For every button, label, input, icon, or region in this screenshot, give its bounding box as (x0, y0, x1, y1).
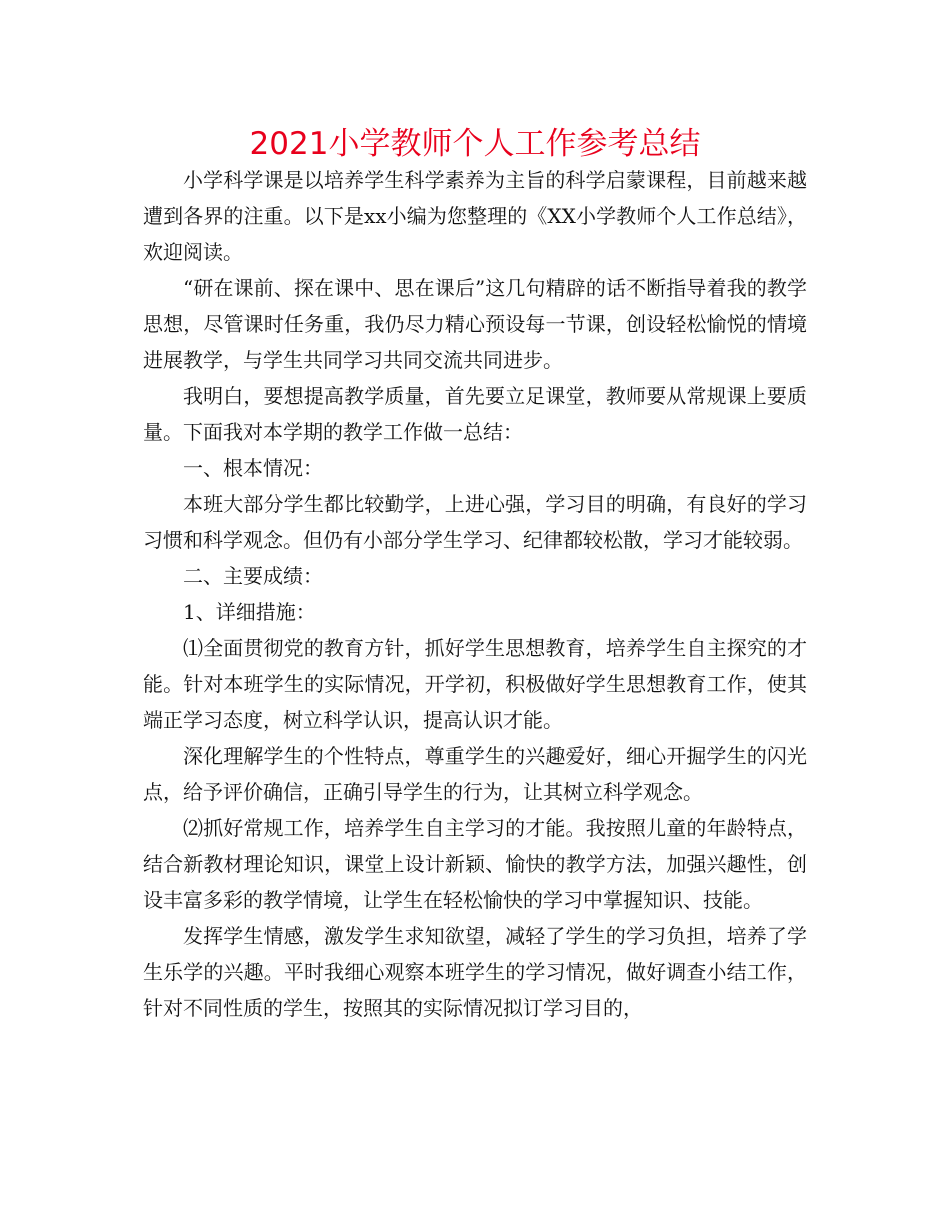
paragraph-measure-1: ⑴全面贯彻党的教育方针，抓好学生思想教育，培养学生自主探究的才能。针对本班学生的实际情况，开学初，积极做好学生思想教育工作，使其端正学习态度，树立科学认识，提高认识才能。 (143, 636, 807, 732)
document-body (143, 162, 807, 1026)
paragraph-measure-2: ⑵抓好常规工作，培养学生自主学习的才能。我按照儿童的年龄特点，结合新教材理论知识，课堂上设计新颖、愉快的教学方法，加强兴趣性，创设丰富多彩的教学情境，让学生在轻松愉快的学习中掌握知识、技能。 (143, 816, 807, 912)
section-heading-achievements: 二、主要成绩： (183, 564, 323, 588)
paragraph-class-situation: 本班大部分学生都比较勤学，上进心强，学习目的明确，有良好的学习习惯和科学观念。但仍有小部分学生学习、纪律都较松散，学习才能较弱。 (143, 492, 807, 552)
subheading-measures: 1、详细措施： (183, 600, 316, 624)
paragraph-personality: 深化理解学生的个性特点，尊重学生的兴趣爱好，细心开掘学生的闪光点，给予评价确信，正确引导学生的行为，让其树立科学观念。 (143, 744, 807, 804)
paragraph-teaching-philosophy: “研在课前、探在课中、思在课后”这几句精辟的话不断指导着我的教学思想，尽管课时任务重，我仍尽力精心预设每一节课，创设轻松愉悦的情境进展教学，与学生共同学习共同交流共同进步。 (143, 276, 807, 372)
document-title: 2021小学教师个人工作参考总结 (249, 126, 701, 162)
section-heading-basic-situation: 一、根本情况： (183, 456, 323, 480)
paragraph-quality: 我明白，要想提高教学质量，首先要立足课堂，教师要从常规课上要质量。下面我对本学期的教学工作做一总结： (143, 384, 807, 444)
paragraph-intro: 小学科学课是以培养学生科学素养为主旨的科学启蒙课程，目前越来越遭到各界的注重。以下是xx小编为您整理的《XX小学教师个人工作总结》，欢迎阅读。 (143, 168, 807, 264)
paragraph-emotion: 发挥学生情感，激发学生求知欲望，减轻了学生的学习负担，培养了学生乐学的兴趣。平时我细心观察本班学生的学习情况，做好调查小结工作，针对不同性质的学生，按照其的实际情况拟订学习目的， (143, 924, 807, 1020)
